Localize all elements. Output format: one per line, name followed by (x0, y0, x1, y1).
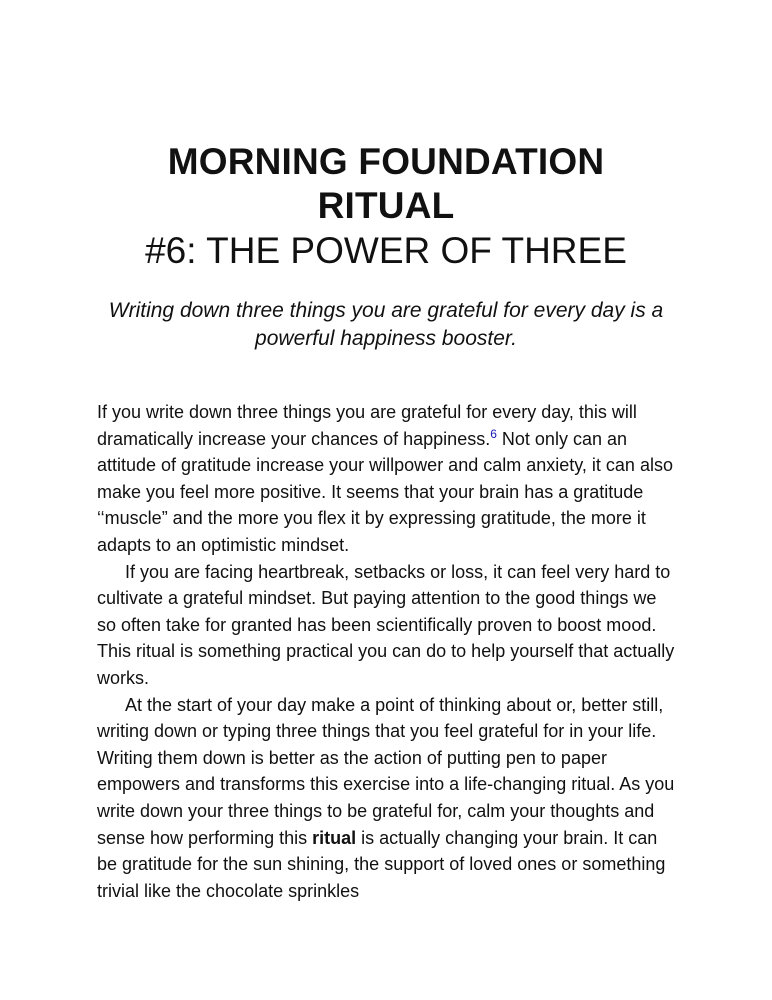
title-line-1: MORNING FOUNDATION (167, 141, 605, 182)
paragraph-1 (97, 399, 679, 559)
chapter-title (60, 140, 712, 274)
body-text (97, 399, 679, 904)
emphasis-word: ritual (312, 827, 357, 848)
footnote-reference[interactable]: 6 (490, 426, 497, 441)
paragraph-2: If you are facing heartbreak, setbacks or loss, it can feel very hard to cultivate a grateful mindset. But paying attention to the good things we so often take for granted has been scientifically proven to boost mood. This ritual is something practical you can do to help yourself that actually works. (97, 561, 675, 688)
title-line-3: #6: THE POWER OF THREE (145, 230, 627, 271)
paragraph-3-text-b: is actually changing your brain. It can be gratitude for the sun shining, the support of loved ones or something trivial like the chocolate sprinkles (97, 827, 666, 901)
chapter-subtitle: Writing down three things you are grateful for every day is a powerful happiness booster. (108, 299, 664, 350)
paragraph-1-text-b: Not only can an attitude of gratitude increase your willpower and calm anxiety, it can also make you feel more positive. It seems that your brain has a gratitude ‘‘muscle” and the more you flex it by expressing gratitude, the more it adapts to an optimistic mindset. (97, 428, 673, 555)
paragraph-3 (97, 692, 679, 905)
paragraph-1-text-a: If you write down three things you are grateful for every day, this will dramatically increase your chances of happiness. (97, 402, 637, 449)
title-line-2: RITUAL (317, 185, 455, 226)
paragraph-3-text-a: At the start of your day make a point of thinking about or, better still, writing down or typing three things that you feel grateful for in your life. Writing them down is better as the action of putting pen to paper empowers and transforms this exercise into a life-changing ritual. As you write down your three things to be grateful for, calm your thoughts and sense how performing this (97, 694, 675, 848)
